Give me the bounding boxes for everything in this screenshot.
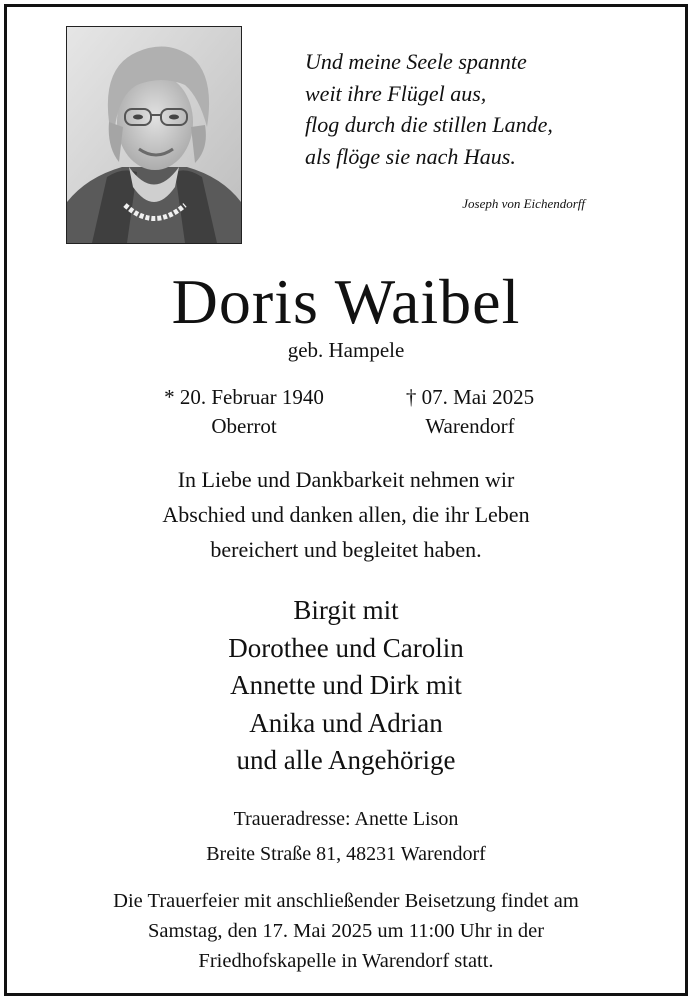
death-date: † 07. Mai 2025 <box>405 385 535 409</box>
family-list <box>0 592 692 780</box>
birth-place: Oberrot <box>211 414 277 438</box>
mourning-address <box>0 802 692 872</box>
poem-line: weit ihre Flügel aus, <box>305 80 487 106</box>
family-line: Anika und Adrian <box>249 707 443 738</box>
ceremony-line: Die Trauerfeier mit anschließender Beisetzung findet am <box>113 890 579 912</box>
family-line: Annette und Dirk mit <box>230 670 462 700</box>
family-line: und alle Angehörige <box>236 745 456 775</box>
thanks-line: Abschied und danken allen, die ihr Leben <box>162 502 530 527</box>
thanks-line: bereichert und begleitet haben. <box>210 537 482 562</box>
poem-line: als flöge sie nach Haus. <box>305 143 516 169</box>
ceremony-line: Friedhofskapelle in Warendorf statt. <box>198 950 494 972</box>
family-line: Dorothee und Carolin <box>228 632 464 663</box>
death-place: Warendorf <box>425 414 515 438</box>
portrait-photo <box>66 26 242 244</box>
poem-author: Joseph von Eichendorff <box>462 196 585 211</box>
address-line: Breite Straße 81, 48231 Warendorf <box>206 843 486 865</box>
family-line: Birgit mit <box>293 595 399 625</box>
birth-info <box>134 383 354 441</box>
birth-name: geb. Hampele <box>287 338 405 362</box>
ceremony-line: Samstag, den 17. Mai 2025 um 11:00 Uhr in der <box>147 920 545 942</box>
address-line: Traueradresse: Anette Lison <box>233 808 459 830</box>
thanks-line: In Liebe und Dankbarkeit nehmen wir <box>177 467 515 492</box>
thanks-text <box>0 462 692 567</box>
deceased-name: Doris Waibel <box>171 266 521 337</box>
birth-date: * 20. Februar 1940 <box>164 385 324 409</box>
poem-line: flog durch die stillen Lande, <box>305 112 553 137</box>
poem-line: Und meine Seele spannte <box>305 49 527 74</box>
ceremony-info <box>0 886 692 976</box>
death-info <box>360 383 580 441</box>
poem <box>305 46 635 172</box>
